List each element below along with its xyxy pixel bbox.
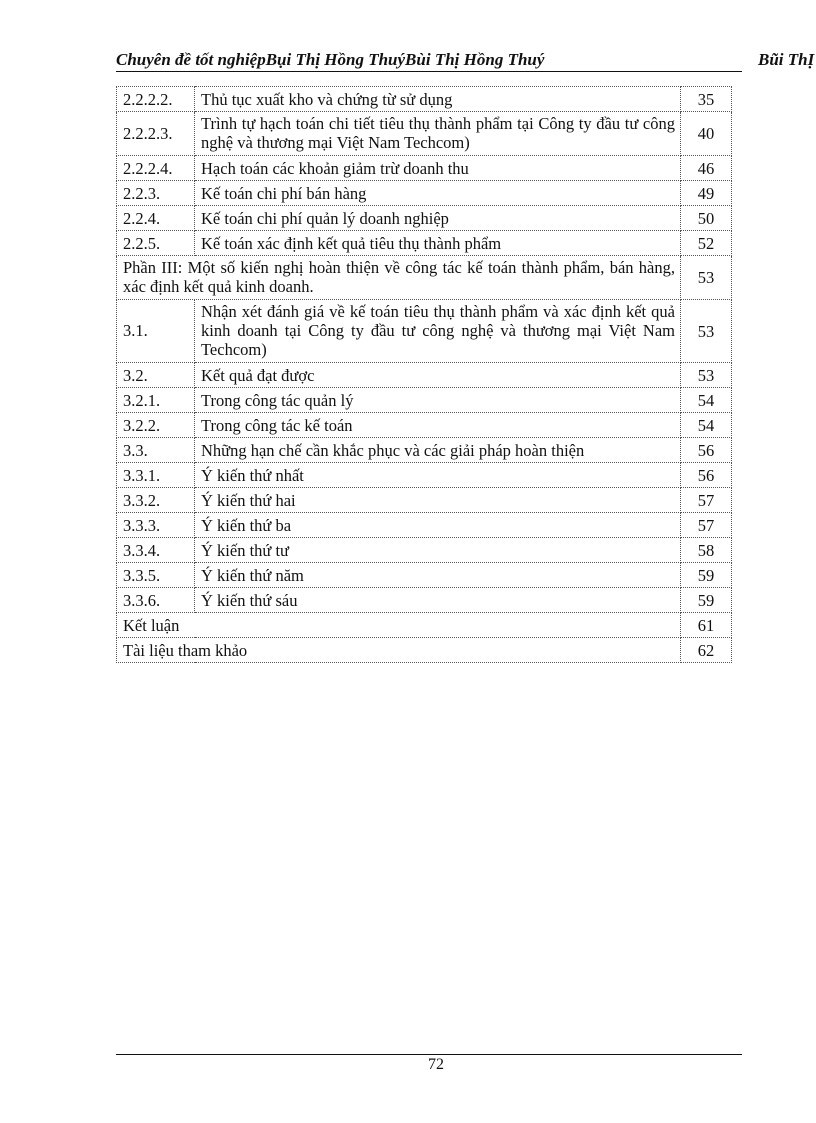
toc-entry-number: 2.2.2.3. bbox=[117, 112, 195, 156]
toc-row bbox=[117, 563, 732, 588]
toc-row bbox=[117, 300, 732, 363]
toc-entry-page: 58 bbox=[681, 538, 732, 563]
toc-row bbox=[117, 538, 732, 563]
toc-entry-title: Kết luận bbox=[117, 613, 681, 638]
toc-entry-number: 3.3.2. bbox=[117, 488, 195, 513]
toc-entry-number: 2.2.5. bbox=[117, 231, 195, 256]
toc-entry-page: 59 bbox=[681, 563, 732, 588]
toc-entry-page: 53 bbox=[681, 300, 732, 363]
toc-entry-number: 3.3.3. bbox=[117, 513, 195, 538]
toc-entry-number: 2.2.4. bbox=[117, 206, 195, 231]
toc-entry-page: 46 bbox=[681, 156, 732, 181]
toc-entry-page: 56 bbox=[681, 463, 732, 488]
toc-entry-title: Kế toán xác định kết quả tiêu thụ thành phẩm bbox=[195, 231, 681, 256]
header-title: Chuyên đề tốt nghiệpBụi Thị Hồng ThuýBùi Thị Hồng Thuý bbox=[116, 50, 545, 69]
toc-entry-title: Kế toán chi phí quản lý doanh nghiệp bbox=[195, 206, 681, 231]
toc-row bbox=[117, 488, 732, 513]
toc-entry-number: 3.3.4. bbox=[117, 538, 195, 563]
toc-row bbox=[117, 613, 732, 638]
page-number: 72 bbox=[428, 1056, 444, 1073]
toc-entry-page: 52 bbox=[681, 231, 732, 256]
toc-entry-title: Thủ tục xuất kho và chứng từ sử dụng bbox=[195, 87, 681, 112]
toc-entry-title: Tài liệu tham khảo bbox=[117, 638, 681, 663]
toc-entry-title: Trong công tác quản lý bbox=[195, 388, 681, 413]
toc-row bbox=[117, 463, 732, 488]
toc-entry-title: Ý kiến thứ tư bbox=[195, 538, 681, 563]
toc-entry-title: Ý kiến thứ sáu bbox=[195, 588, 681, 613]
toc-entry-number: 3.3.5. bbox=[117, 563, 195, 588]
toc-entry-title: Ý kiến thứ nhất bbox=[195, 463, 681, 488]
toc-entry-title: Phần III: Một số kiến nghị hoàn thiện về công tác kế toán thành phẩm, bán hàng, xác định kết quả kinh doanh. bbox=[117, 256, 681, 300]
toc-entry-number: 2.2.2.4. bbox=[117, 156, 195, 181]
toc-row bbox=[117, 638, 732, 663]
toc-row bbox=[117, 513, 732, 538]
toc-entry-page: 53 bbox=[681, 256, 732, 300]
toc-entry-number: 2.2.3. bbox=[117, 181, 195, 206]
toc-entry-number: 3.2.2. bbox=[117, 413, 195, 438]
toc-row bbox=[117, 413, 732, 438]
toc-entry-number: 3.2.1. bbox=[117, 388, 195, 413]
toc-entry-title: Trình tự hạch toán chi tiết tiêu thụ thành phẩm tại Công ty đầu tư công nghệ và thương mại Việt Nam Techcom) bbox=[195, 112, 681, 156]
header-rule bbox=[116, 71, 742, 72]
toc-entry-title: Ý kiến thứ năm bbox=[195, 563, 681, 588]
toc-entry-page: 57 bbox=[681, 488, 732, 513]
toc-entry-page: 61 bbox=[681, 613, 732, 638]
toc-entry-page: 35 bbox=[681, 87, 732, 112]
toc-entry-page: 54 bbox=[681, 413, 732, 438]
toc-row bbox=[117, 438, 732, 463]
running-header bbox=[116, 50, 816, 72]
toc-entry-page: 56 bbox=[681, 438, 732, 463]
toc-row bbox=[117, 256, 732, 300]
toc-entry-title: Trong công tác kế toán bbox=[195, 413, 681, 438]
toc-row bbox=[117, 87, 732, 112]
toc-row bbox=[117, 363, 732, 388]
table-of-contents bbox=[116, 86, 732, 663]
header-right-text: Bũi ThỊ bbox=[758, 50, 815, 69]
toc-entry-page: 62 bbox=[681, 638, 732, 663]
toc-entry-number: 3.3.6. bbox=[117, 588, 195, 613]
toc-row bbox=[117, 156, 732, 181]
toc-entry-page: 40 bbox=[681, 112, 732, 156]
toc-row bbox=[117, 388, 732, 413]
toc-entry-page: 50 bbox=[681, 206, 732, 231]
toc-entry-number: 3.2. bbox=[117, 363, 195, 388]
toc-entry-title: Kế toán chi phí bán hàng bbox=[195, 181, 681, 206]
toc-entry-title: Ý kiến thứ ba bbox=[195, 513, 681, 538]
toc-entry-page: 49 bbox=[681, 181, 732, 206]
toc-entry-title: Nhận xét đánh giá về kế toán tiêu thụ thành phẩm và xác định kết quả kinh doanh tại Công ty đầu tư công nghệ và thương mại Việt Nam Techcom) bbox=[195, 300, 681, 363]
toc-entry-title: Ý kiến thứ hai bbox=[195, 488, 681, 513]
toc-entry-page: 59 bbox=[681, 588, 732, 613]
toc-body bbox=[117, 87, 732, 663]
toc-row bbox=[117, 181, 732, 206]
toc-entry-title: Hạch toán các khoản giảm trừ doanh thu bbox=[195, 156, 681, 181]
toc-entry-number: 3.1. bbox=[117, 300, 195, 363]
toc-row bbox=[117, 588, 732, 613]
toc-entry-title: Kết quả đạt được bbox=[195, 363, 681, 388]
footer-rule bbox=[116, 1054, 742, 1055]
toc-entry-page: 57 bbox=[681, 513, 732, 538]
toc-entry-page: 53 bbox=[681, 363, 732, 388]
toc-entry-number: 2.2.2.2. bbox=[117, 87, 195, 112]
toc-row bbox=[117, 112, 732, 156]
toc-row bbox=[117, 206, 732, 231]
toc-entry-title: Những hạn chế cần khắc phục và các giải pháp hoàn thiện bbox=[195, 438, 681, 463]
toc-row bbox=[117, 231, 732, 256]
toc-entry-number: 3.3.1. bbox=[117, 463, 195, 488]
toc-entry-number: 3.3. bbox=[117, 438, 195, 463]
toc-entry-page: 54 bbox=[681, 388, 732, 413]
